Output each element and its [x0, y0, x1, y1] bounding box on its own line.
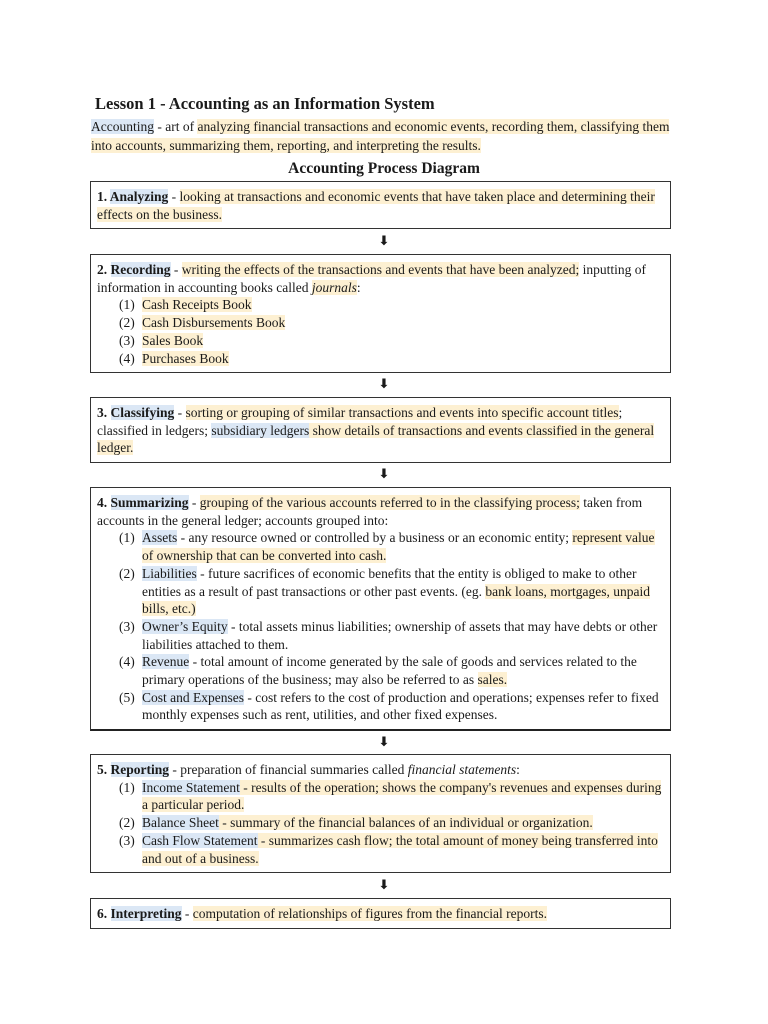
step-classifying-text — [97, 404, 664, 457]
step-number: 3. — [97, 405, 111, 420]
list-item — [119, 529, 664, 564]
step-sep: - — [174, 405, 186, 420]
down-arrow-icon: ⬇ — [378, 735, 390, 750]
list-highlight: bank loans, mortgages, unpaid bills, etc.) — [142, 583, 650, 617]
step-desc-end: : — [356, 279, 361, 295]
list-item — [119, 618, 664, 653]
step-desc-end: show details of transactions and events classified in the general ledger. — [97, 422, 655, 456]
step-desc-term: subsidiary ledgers — [211, 422, 310, 438]
step-term: Interpreting — [110, 906, 182, 921]
step-desc: sorting or grouping of similar transactions and events into specific account titles — [185, 405, 619, 420]
step-reporting-box — [90, 754, 671, 873]
list-number: (3) — [119, 832, 135, 848]
step-desc-emphasis: journals — [311, 279, 357, 295]
step-desc: computation of relationships of figures from the financial reports. — [192, 906, 548, 921]
step-desc-cont: taken from accounts in the general ledger; accounts grouped into: — [97, 495, 643, 528]
list-text: - summarizes cash flow; the total amount of money being transferred into and out of a business. — [142, 832, 658, 866]
list-highlight: represent value of ownership that can be converted into cash. — [142, 530, 655, 564]
step-desc-emphasis: financial statements — [407, 762, 517, 777]
step-classifying-box — [90, 397, 671, 463]
list-term: Cash Flow Statement — [142, 832, 258, 848]
list-item — [119, 779, 664, 814]
list-number: (5) — [119, 689, 135, 705]
list-item — [119, 653, 664, 688]
list-number: (2) — [119, 565, 135, 581]
step-term: Analyzing — [109, 189, 169, 204]
list-term: Liabilities — [142, 565, 197, 581]
list-text: - any resource owned or controlled by a business or an economic entity; — [177, 530, 573, 546]
step-desc: writing the effects of the transactions and events that have been analyzed; — [181, 262, 580, 277]
list-number: (3) — [119, 618, 135, 634]
list-number: (2) — [119, 315, 135, 331]
step-summarizing-text — [97, 494, 664, 529]
list-text: Cash Disbursements Book — [142, 315, 286, 331]
step-recording-text — [97, 261, 664, 296]
step-sep: - — [168, 189, 180, 204]
list-item — [119, 814, 664, 832]
step-number: 2. — [97, 262, 111, 277]
list-number: (1) — [119, 297, 135, 313]
step-number: 1. — [97, 189, 110, 204]
step-sep: - — [169, 762, 181, 777]
list-term: Owner’s Equity — [142, 618, 228, 634]
down-arrow-icon: ⬇ — [378, 467, 390, 482]
step-reporting-text — [97, 761, 664, 779]
list-item — [119, 689, 664, 724]
list-term: Balance Sheet — [142, 815, 219, 831]
step-desc-cont: ; classified in ledgers; — [97, 405, 623, 438]
list-item — [119, 565, 664, 618]
down-arrow-icon: ⬇ — [378, 377, 390, 392]
step-desc: grouping of the various accounts referred to in the classifying process; — [199, 495, 580, 510]
step-desc-end: : — [516, 762, 520, 777]
step-number: 6. — [97, 906, 111, 921]
step-analyzing-text — [97, 188, 664, 223]
step-recording-box — [90, 254, 671, 373]
list-item — [119, 350, 664, 368]
list-item — [119, 296, 664, 314]
step-number: 4. — [97, 495, 111, 510]
list-term: Income Statement — [142, 779, 240, 795]
down-arrow-icon: ⬇ — [378, 878, 390, 893]
list-term: Assets — [142, 530, 178, 546]
step-term: Summarizing — [110, 495, 189, 510]
step-interpreting-text — [97, 905, 664, 923]
step-term: Recording — [110, 262, 171, 277]
step-term: Reporting — [110, 762, 169, 777]
definition-text: analyzing financial transactions and economic events, recording them, classifying them into accounts, summarizing them, reporting, and interpreting the results. — [91, 119, 670, 153]
list-text: Sales Book — [142, 332, 204, 348]
list-text: - cost refers to the cost of production and operations; expenses refer to fixed monthly expenses such as rent, utilities, and other fixed expenses. — [142, 689, 659, 723]
list-number: (3) — [119, 332, 135, 348]
list-term: Cost and Expenses — [142, 689, 244, 705]
step-desc: looking at transactions and economic events that have taken place and determining their effects on the business. — [97, 189, 655, 222]
lesson-title: Lesson 1 - Accounting as an Information System — [95, 94, 435, 113]
step-desc: preparation of financial summaries called — [180, 762, 408, 777]
list-text: - total amount of income generated by the sale of goods and services related to the primary operations of the business; may also be referred to as — [142, 654, 637, 688]
list-item — [119, 832, 664, 867]
list-item — [119, 332, 664, 350]
list-text: - results of the operation; shows the company's revenues and expenses during a particular period. — [142, 779, 662, 813]
step-desc-cont: inputting of information in accounting books called — [97, 262, 646, 295]
diagram-title: Accounting Process Diagram — [288, 160, 480, 177]
list-text: - summary of the financial balances of an individual or organization. — [218, 815, 593, 831]
step-sep: - — [188, 495, 200, 510]
list-term: Revenue — [142, 654, 190, 670]
list-number: (4) — [119, 350, 135, 366]
step-term: Classifying — [110, 405, 175, 420]
list-text: Cash Receipts Book — [142, 297, 252, 313]
step-summarizing-box — [90, 487, 671, 731]
step-interpreting-box — [90, 898, 671, 929]
list-highlight: sales. — [477, 672, 508, 688]
list-number: (2) — [119, 815, 135, 831]
step-number: 5. — [97, 762, 111, 777]
list-number: (1) — [119, 530, 135, 546]
list-text: - future sacrifices of economic benefits that the entity is obliged to make to other entities as a result of past transactions or other past events. (eg. — [142, 565, 637, 599]
definition-term: Accounting — [91, 119, 154, 134]
list-text: Purchases Book — [142, 350, 229, 366]
down-arrow-icon: ⬇ — [378, 234, 390, 249]
journal-list — [97, 296, 664, 367]
step-sep: - — [181, 906, 193, 921]
list-number: (4) — [119, 654, 135, 670]
financial-statement-list — [97, 779, 664, 868]
list-number: (1) — [119, 779, 135, 795]
accounting-definition — [91, 117, 681, 155]
step-analyzing-box — [90, 181, 671, 229]
definition-sep: - art of — [154, 119, 198, 134]
account-group-list — [97, 529, 664, 724]
list-item — [119, 314, 664, 332]
list-text: - total assets minus liabilities; ownership of assets that may have debts or other liabilities attached to them. — [142, 618, 658, 652]
step-sep: - — [170, 262, 182, 277]
